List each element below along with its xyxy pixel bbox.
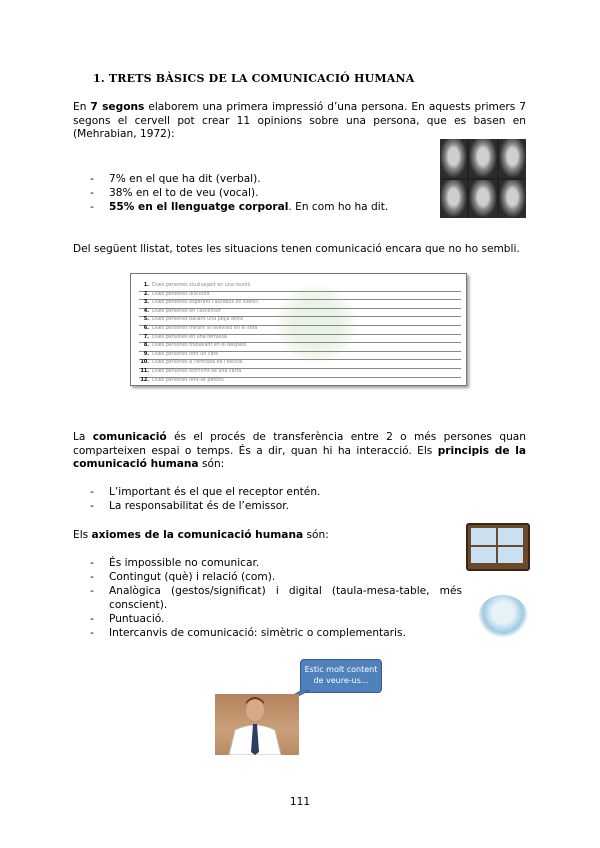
- businessman-figure: [215, 694, 299, 755]
- list-item: - 7% en el que ha dit (verbal).: [90, 173, 388, 187]
- axioms-intro: [73, 529, 526, 543]
- situation-text: Dues persones ballant una peça lenta: [152, 317, 243, 323]
- axioms-bold: axiomes de la comunicació humana: [91, 529, 304, 541]
- list-item-continuation: conscient).: [109, 599, 168, 611]
- list-item: - La responsabilitat és de l’emissor.: [90, 500, 320, 514]
- list-item: - Puntuació.: [90, 613, 462, 627]
- definition-paragraph: [73, 431, 526, 472]
- principles-list: [90, 486, 320, 514]
- page-number: 111: [289, 796, 311, 808]
- axioms-text: Els: [73, 529, 92, 541]
- situation-number: 3.: [143, 300, 149, 306]
- cloud-clipart: [478, 595, 528, 639]
- definition-text: La: [73, 431, 93, 443]
- face-photo: [469, 139, 496, 178]
- intro-bold: 7 segons: [90, 101, 145, 113]
- list-item: - 38% en el to de veu (vocal).: [90, 187, 388, 201]
- situation-text: Dues persones a l'entrada de l'escola: [152, 360, 243, 366]
- intro-text-end: elaborem una primera impressió d’una persona. En aquests primers 7 segons el cervell pot crear 11 opinions sobre una persona, que es basen en (Mehrabian, 1972):: [73, 101, 526, 140]
- definition-text: són:: [198, 458, 225, 470]
- list-item: - Intercanvis de comunicació: simètric o complementaris.: [90, 627, 462, 641]
- situations-intro: Del següent llistat, totes les situacions tenen comunicació encara que no ho sembli.: [73, 243, 520, 255]
- businessman-photo: [215, 694, 299, 755]
- intro-text-start: En: [73, 101, 91, 113]
- situation-number: 1.: [143, 283, 149, 288]
- situation-number: 5.: [143, 317, 149, 323]
- face-photo: [469, 180, 496, 219]
- face-photo: [440, 180, 467, 219]
- situation-text: Dues persones fent-se petons: [152, 377, 224, 383]
- situation-text: Dues persones esperant l'autobús en silenci: [152, 300, 259, 306]
- window-pane: [471, 528, 496, 545]
- situation-number: 9.: [143, 351, 149, 357]
- situation-number: 4.: [143, 308, 149, 314]
- situation-row: [139, 377, 461, 386]
- situations-list-image: [130, 273, 467, 386]
- speech-bubble: [300, 659, 382, 693]
- situation-text: Dues persones en l'ascensor: [152, 308, 221, 314]
- face-photo: [499, 180, 526, 219]
- percent-list: [90, 173, 388, 215]
- list-item-bold: 55% en el llenguatge corporal: [109, 201, 289, 213]
- situation-number: 2.: [143, 291, 149, 297]
- definition-bold: principis de la comunicació humana: [73, 444, 526, 470]
- definition-bold: comunicació: [92, 431, 167, 443]
- window-pane: [498, 547, 523, 563]
- definition-text: és el procés de transferència entre 2 o més persones quan comparteixen espai o temps. És a dir, quan hi ha interacció. Els: [73, 431, 526, 457]
- situation-text: Dues persones fent un cafè: [152, 351, 219, 357]
- list-item-text: . En com ho ha dit.: [288, 201, 389, 213]
- speech-bubble-line: de veure-us...: [313, 676, 369, 685]
- situation-text: Dues persones escrivint-se una carta: [152, 369, 242, 374]
- window-pane: [471, 547, 496, 563]
- speech-bubble-line: Estic molt content: [304, 665, 378, 674]
- situation-number: 8.: [143, 343, 149, 349]
- situation-text: Dues persones discutint: [152, 291, 210, 297]
- list-item: - L’important és el que el receptor entén.: [90, 486, 320, 500]
- situation-number: 11.: [140, 369, 149, 374]
- face-photo: [440, 139, 467, 178]
- situation-number: 7.: [143, 334, 149, 340]
- list-item: - És impossible no comunicar.: [90, 557, 462, 571]
- people-window-clipart: [466, 523, 530, 571]
- situation-number: 12.: [140, 377, 149, 383]
- situation-number: 10.: [140, 360, 149, 366]
- window-pane: [498, 528, 523, 545]
- list-item: - Analògica (gestos/significat) i digital (taula-mesa-table, més: [90, 585, 462, 599]
- list-item: - Contingut (què) i relació (com).: [90, 571, 462, 585]
- situation-number: 6.: [143, 326, 149, 331]
- face-photo: [499, 139, 526, 178]
- axioms-list: [90, 557, 462, 641]
- facial-expressions-image: [440, 139, 526, 218]
- situation-text: Dues persones treballant en el despatx: [152, 343, 247, 349]
- section-heading: 1. TRETS BÀSICS DE LA COMUNICACIÓ HUMANA: [93, 72, 415, 85]
- intro-paragraph: [73, 101, 526, 142]
- axioms-text: són:: [303, 529, 329, 541]
- list-item: [90, 201, 388, 215]
- situation-text: Dues persones en una terrassa: [152, 334, 227, 340]
- situation-text: Dues persones xiuxiuejant en una reunió: [152, 283, 251, 288]
- situation-text: Dues persones mirant la televisió en el sofà: [152, 326, 258, 331]
